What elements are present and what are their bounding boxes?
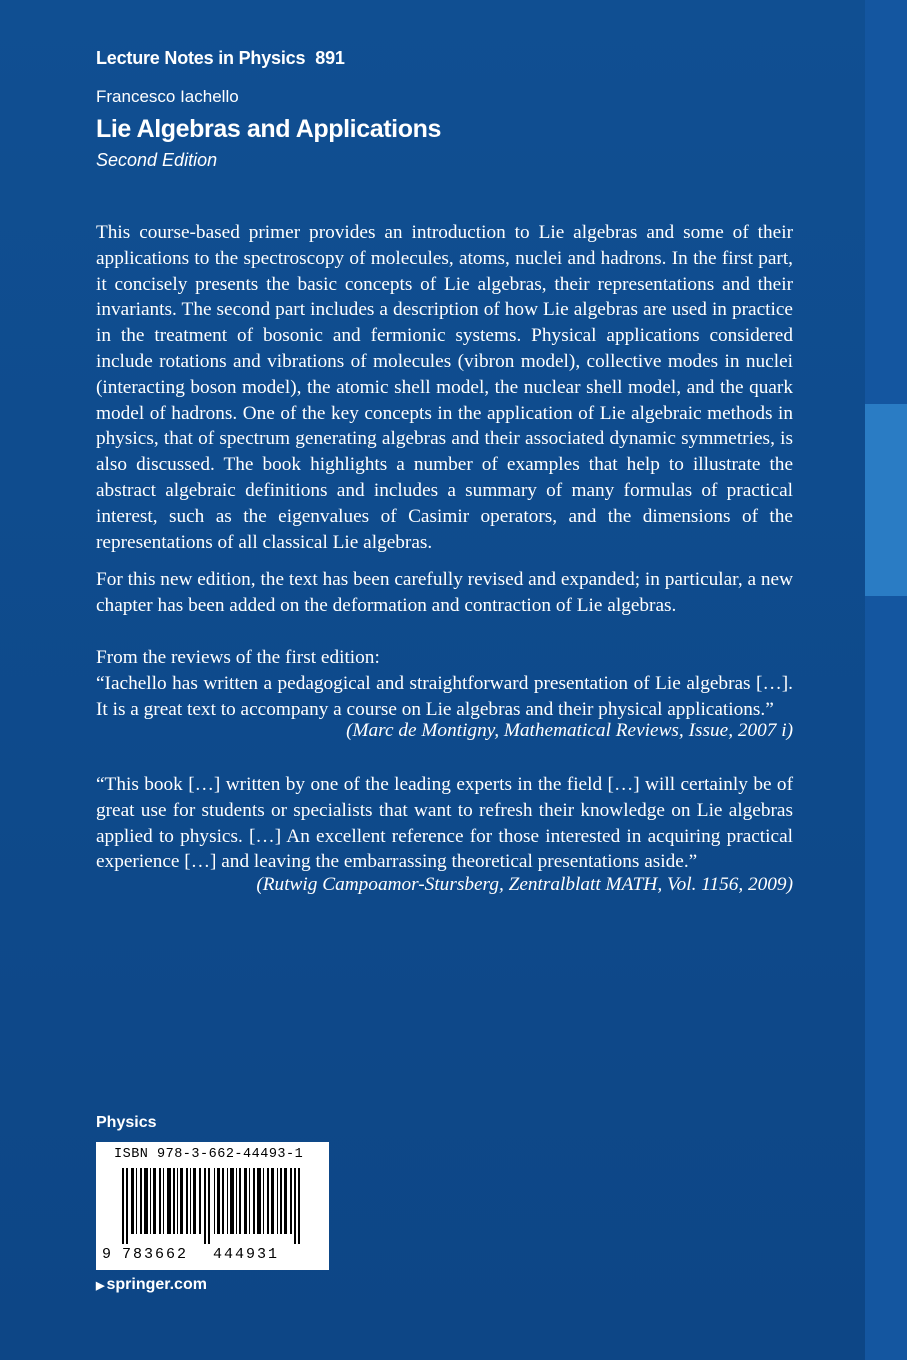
blurb-paragraph-1: This course-based primer provides an introduction to Lie algebras and some of their applications to the spectroscopy of molecules, atoms, nuclei and hadrons. In the first part, it concisely presents the basic concepts of Lie algebras, their representations and their invariants. The second part includes a description of how Lie algebras are used in practice in the treatment of bosonic and fermionic systems. Physical applications considered include rotations and vibrations of molecules (vibron model), collective modes in nuclei (interacting boson model), the atomic shell model, the nuclear shell model, and the quark model of hadrons. One of the key concepts in the application of Lie algebraic methods in physics, that of spectrum generating algebras and their associated dynamic symmetries, is also discussed. The book highlights a number of examples that help to illustrate the abstract algebraic definitions and includes a summary of many formulas of practical interest, such as the eigenvalues of Casimir operators, and the dimensions of the representations of all classical Lie algebras. bbox=[96, 222, 793, 553]
blurb-paragraph-2: For this new edition, the text has been carefully revised and expanded; in particular, a new chapter has been added on the deformation and contraction of Lie algebras. bbox=[96, 569, 793, 616]
barcode-digit-first: 9 bbox=[102, 1246, 112, 1263]
barcode-digits-left: 783662 bbox=[122, 1246, 189, 1263]
barcode-digits-right: 444931 bbox=[213, 1246, 280, 1263]
review-quote-2: “This book […] written by one of the leading experts in the field […] will certainly be of great use for students or specialists that want to refresh their knowledge on Lie algebras applied to physics. […] An excellent reference for those interested in acquiring practical experience […] and leaving the embarrassing theoretical presentations aside.” bbox=[96, 774, 793, 873]
website-url: springer.com bbox=[106, 1276, 207, 1293]
review-citation-1: (Marc de Montigny, Mathematical Reviews, Issue, 2007 i) bbox=[346, 720, 793, 741]
barcode-bars bbox=[122, 1168, 312, 1244]
spine-accent-bar bbox=[865, 404, 907, 596]
reviews-intro: From the reviews of the first edition: bbox=[96, 647, 380, 668]
series-volume: 891 bbox=[315, 48, 345, 68]
book-title: Lie Algebras and Applications bbox=[96, 115, 441, 143]
series-name: Lecture Notes in Physics bbox=[96, 48, 306, 68]
spine-strip bbox=[865, 0, 907, 1360]
review-quote-1: “Iachello has written a pedagogical and straightforward presentation of Lie algebras […]. It is a great text to accompany a course on Lie algebras and their physical applications.” bbox=[96, 673, 793, 720]
publisher-website[interactable] bbox=[96, 1276, 207, 1294]
edition-label: Second Edition bbox=[96, 150, 218, 170]
series-line bbox=[96, 48, 345, 69]
isbn-barcode bbox=[96, 1142, 329, 1270]
subject-label: Physics bbox=[96, 1114, 157, 1131]
isbn-number: ISBN 978-3-662-44493-1 bbox=[114, 1147, 304, 1162]
author-name: Francesco Iachello bbox=[96, 87, 239, 106]
triangle-right-icon: ▶ bbox=[96, 1280, 105, 1292]
review-citation-2: (Rutwig Campoamor-Stursberg, Zentralblatt MATH, Vol. 1156, 2009) bbox=[256, 874, 793, 895]
